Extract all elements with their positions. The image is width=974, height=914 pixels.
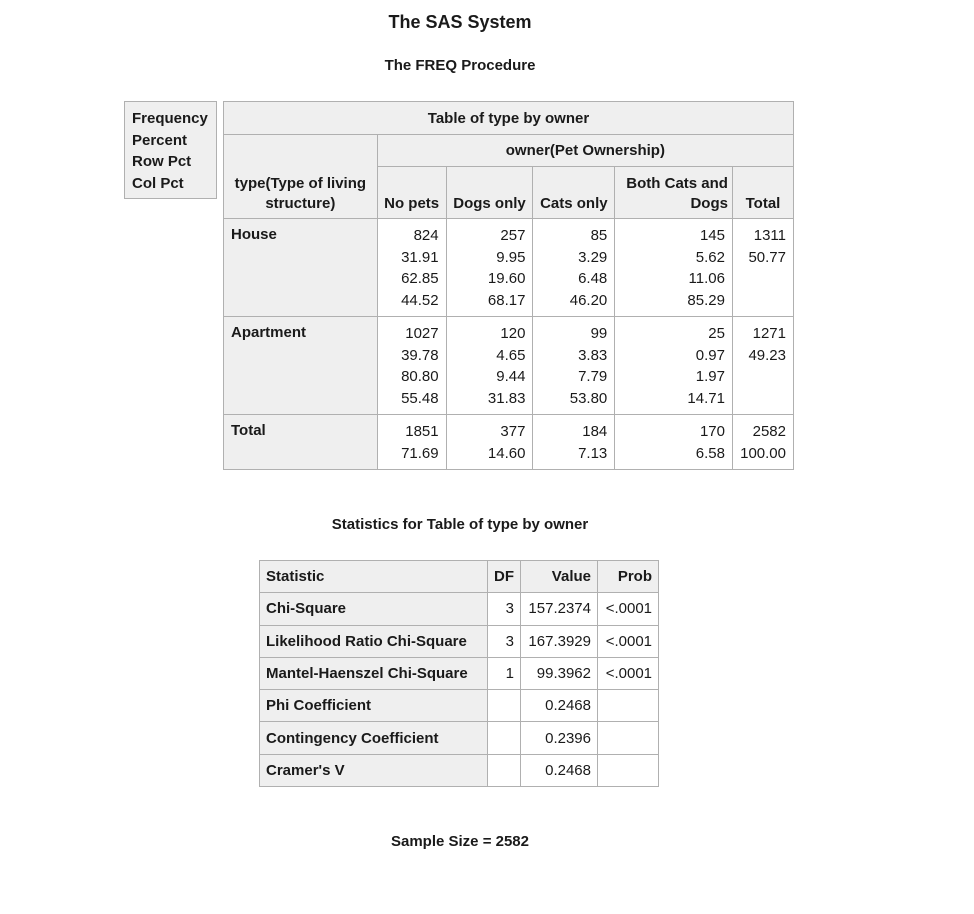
cell-col-pct: 55.48 bbox=[401, 389, 439, 407]
table-row bbox=[224, 317, 794, 415]
cell-frequency: 1311 bbox=[753, 227, 786, 244]
table-cell bbox=[446, 415, 533, 470]
cell-frequency: 99 bbox=[590, 325, 608, 342]
cell-frequency: 145 bbox=[699, 227, 725, 244]
table-cell bbox=[533, 317, 615, 415]
legend-percent: Percent bbox=[132, 131, 188, 149]
stat-prob bbox=[598, 722, 659, 754]
cell-percent: 7.13 bbox=[578, 444, 608, 462]
cell-frequency: 1851 bbox=[405, 423, 439, 440]
stat-prob bbox=[598, 754, 659, 786]
stat-value: 157.2374 bbox=[521, 593, 598, 625]
table-cell bbox=[377, 415, 446, 470]
table-row bbox=[260, 754, 659, 786]
stat-df: 3 bbox=[488, 593, 521, 625]
stat-label: Likelihood Ratio Chi-Square bbox=[260, 625, 488, 657]
table-cell bbox=[377, 219, 446, 317]
table-cell bbox=[446, 219, 533, 317]
cell-row-pct: 19.60 bbox=[487, 270, 526, 287]
cell-row-pct: 62.85 bbox=[401, 270, 439, 287]
statistics-table bbox=[259, 560, 659, 787]
table-cell bbox=[615, 415, 733, 470]
column-header-both: Both Cats and Dogs bbox=[615, 167, 733, 219]
cell-row-pct: 11.06 bbox=[688, 270, 725, 287]
cell-frequency: 120 bbox=[500, 325, 526, 342]
stat-label: Chi-Square bbox=[260, 593, 488, 625]
table-cell bbox=[615, 219, 733, 317]
stat-value: 167.3929 bbox=[521, 625, 598, 657]
stat-label: Mantel-Haenszel Chi-Square bbox=[260, 657, 488, 689]
cell-frequency: 257 bbox=[500, 227, 526, 244]
cell-percent: 100.00 bbox=[740, 444, 786, 462]
table-cell bbox=[732, 317, 793, 415]
table-row bbox=[224, 219, 794, 317]
cell-percent: 4.65 bbox=[496, 346, 526, 364]
cell-frequency: 85 bbox=[590, 227, 608, 244]
cell-row-pct: 6.48 bbox=[578, 270, 608, 287]
cell-col-pct: 68.17 bbox=[487, 291, 526, 309]
cell-frequency: 377 bbox=[500, 423, 526, 440]
cell-percent: 9.95 bbox=[496, 248, 526, 266]
cell-row-pct: 1.97 bbox=[695, 368, 725, 385]
row-variable-header: type(Type of living structure) bbox=[224, 135, 378, 219]
table-row bbox=[260, 625, 659, 657]
stat-df: 3 bbox=[488, 625, 521, 657]
legend-frequency: Frequency bbox=[132, 110, 208, 127]
table-row bbox=[260, 593, 659, 625]
table-row bbox=[260, 690, 659, 722]
table-cell bbox=[446, 317, 533, 415]
cell-percent: 5.62 bbox=[695, 248, 725, 266]
table-row bbox=[224, 415, 794, 470]
row-label-house: House bbox=[224, 219, 378, 317]
cell-percent: 50.77 bbox=[748, 248, 786, 266]
cell-frequency: 824 bbox=[413, 227, 439, 244]
stat-header-prob: Prob bbox=[598, 561, 659, 593]
cell-row-pct: 7.79 bbox=[578, 368, 608, 385]
cell-percent: 6.58 bbox=[695, 444, 725, 462]
column-header-total: Total bbox=[732, 167, 793, 219]
procedure-title: The FREQ Procedure bbox=[384, 57, 536, 74]
stat-prob: <.0001 bbox=[598, 593, 659, 625]
table-cell bbox=[732, 415, 793, 470]
cell-percent: 71.69 bbox=[401, 444, 439, 462]
cell-col-pct: 31.83 bbox=[487, 389, 526, 407]
cell-percent: 0.97 bbox=[695, 346, 725, 364]
stat-value: 0.2396 bbox=[521, 722, 598, 754]
crosstab-title: Table of type by owner bbox=[224, 102, 794, 135]
stat-header-statistic: Statistic bbox=[260, 561, 488, 593]
table-cell bbox=[533, 415, 615, 470]
cell-contents-legend bbox=[124, 101, 217, 199]
stat-prob: <.0001 bbox=[598, 625, 659, 657]
table-cell bbox=[377, 317, 446, 415]
cell-frequency: 25 bbox=[708, 325, 725, 342]
cell-row-pct: 80.80 bbox=[401, 368, 439, 385]
stat-label: Cramer's V bbox=[260, 754, 488, 786]
table-header-row bbox=[260, 561, 659, 593]
legend-col-pct: Col Pct bbox=[132, 174, 184, 192]
sample-size: Sample Size = 2582 bbox=[390, 833, 529, 850]
cell-frequency: 1027 bbox=[405, 325, 439, 342]
stat-prob: <.0001 bbox=[598, 657, 659, 689]
stat-df bbox=[488, 722, 521, 754]
cell-percent: 49.23 bbox=[748, 346, 786, 364]
column-variable-header: owner(Pet Ownership) bbox=[377, 135, 793, 167]
crosstab-table bbox=[223, 101, 794, 470]
column-header-dogs-only: Dogs only bbox=[446, 167, 533, 219]
cell-frequency: 184 bbox=[582, 423, 608, 440]
cell-col-pct: 44.52 bbox=[401, 291, 439, 309]
stat-df: 1 bbox=[488, 657, 521, 689]
stat-header-value: Value bbox=[521, 561, 598, 593]
cell-frequency: 1271 bbox=[752, 325, 786, 342]
cell-frequency: 170 bbox=[699, 423, 725, 440]
table-cell bbox=[533, 219, 615, 317]
cell-percent: 39.78 bbox=[401, 346, 439, 364]
stat-df bbox=[488, 754, 521, 786]
stat-value: 99.3962 bbox=[521, 657, 598, 689]
cell-row-pct: 9.44 bbox=[496, 368, 526, 385]
cell-col-pct: 46.20 bbox=[569, 291, 608, 309]
cell-col-pct: 14.71 bbox=[687, 389, 725, 407]
row-label-apartment: Apartment bbox=[224, 317, 378, 415]
cell-percent: 31.91 bbox=[401, 248, 439, 266]
stat-label: Contingency Coefficient bbox=[260, 722, 488, 754]
column-header-cats-only: Cats only bbox=[533, 167, 615, 219]
row-label-total: Total bbox=[224, 415, 378, 470]
cell-percent: 3.83 bbox=[578, 346, 608, 364]
legend-row-pct: Row Pct bbox=[132, 153, 192, 170]
stat-value: 0.2468 bbox=[521, 690, 598, 722]
stat-value: 0.2468 bbox=[521, 754, 598, 786]
stat-header-df: DF bbox=[488, 561, 521, 593]
stat-df bbox=[488, 690, 521, 722]
cell-col-pct: 85.29 bbox=[687, 291, 725, 309]
table-cell bbox=[615, 317, 733, 415]
cell-percent: 14.60 bbox=[487, 444, 526, 462]
cell-col-pct: 53.80 bbox=[569, 389, 608, 407]
cell-percent: 3.29 bbox=[578, 248, 608, 266]
table-row bbox=[260, 722, 659, 754]
page-title: The SAS System bbox=[388, 12, 532, 32]
stat-label: Phi Coefficient bbox=[260, 690, 488, 722]
table-cell bbox=[732, 219, 793, 317]
cell-frequency: 2582 bbox=[752, 423, 786, 440]
stat-prob bbox=[598, 690, 659, 722]
table-row bbox=[260, 657, 659, 689]
column-header-no-pets: No pets bbox=[377, 167, 446, 219]
statistics-title: Statistics for Table of type by owner bbox=[331, 516, 589, 533]
